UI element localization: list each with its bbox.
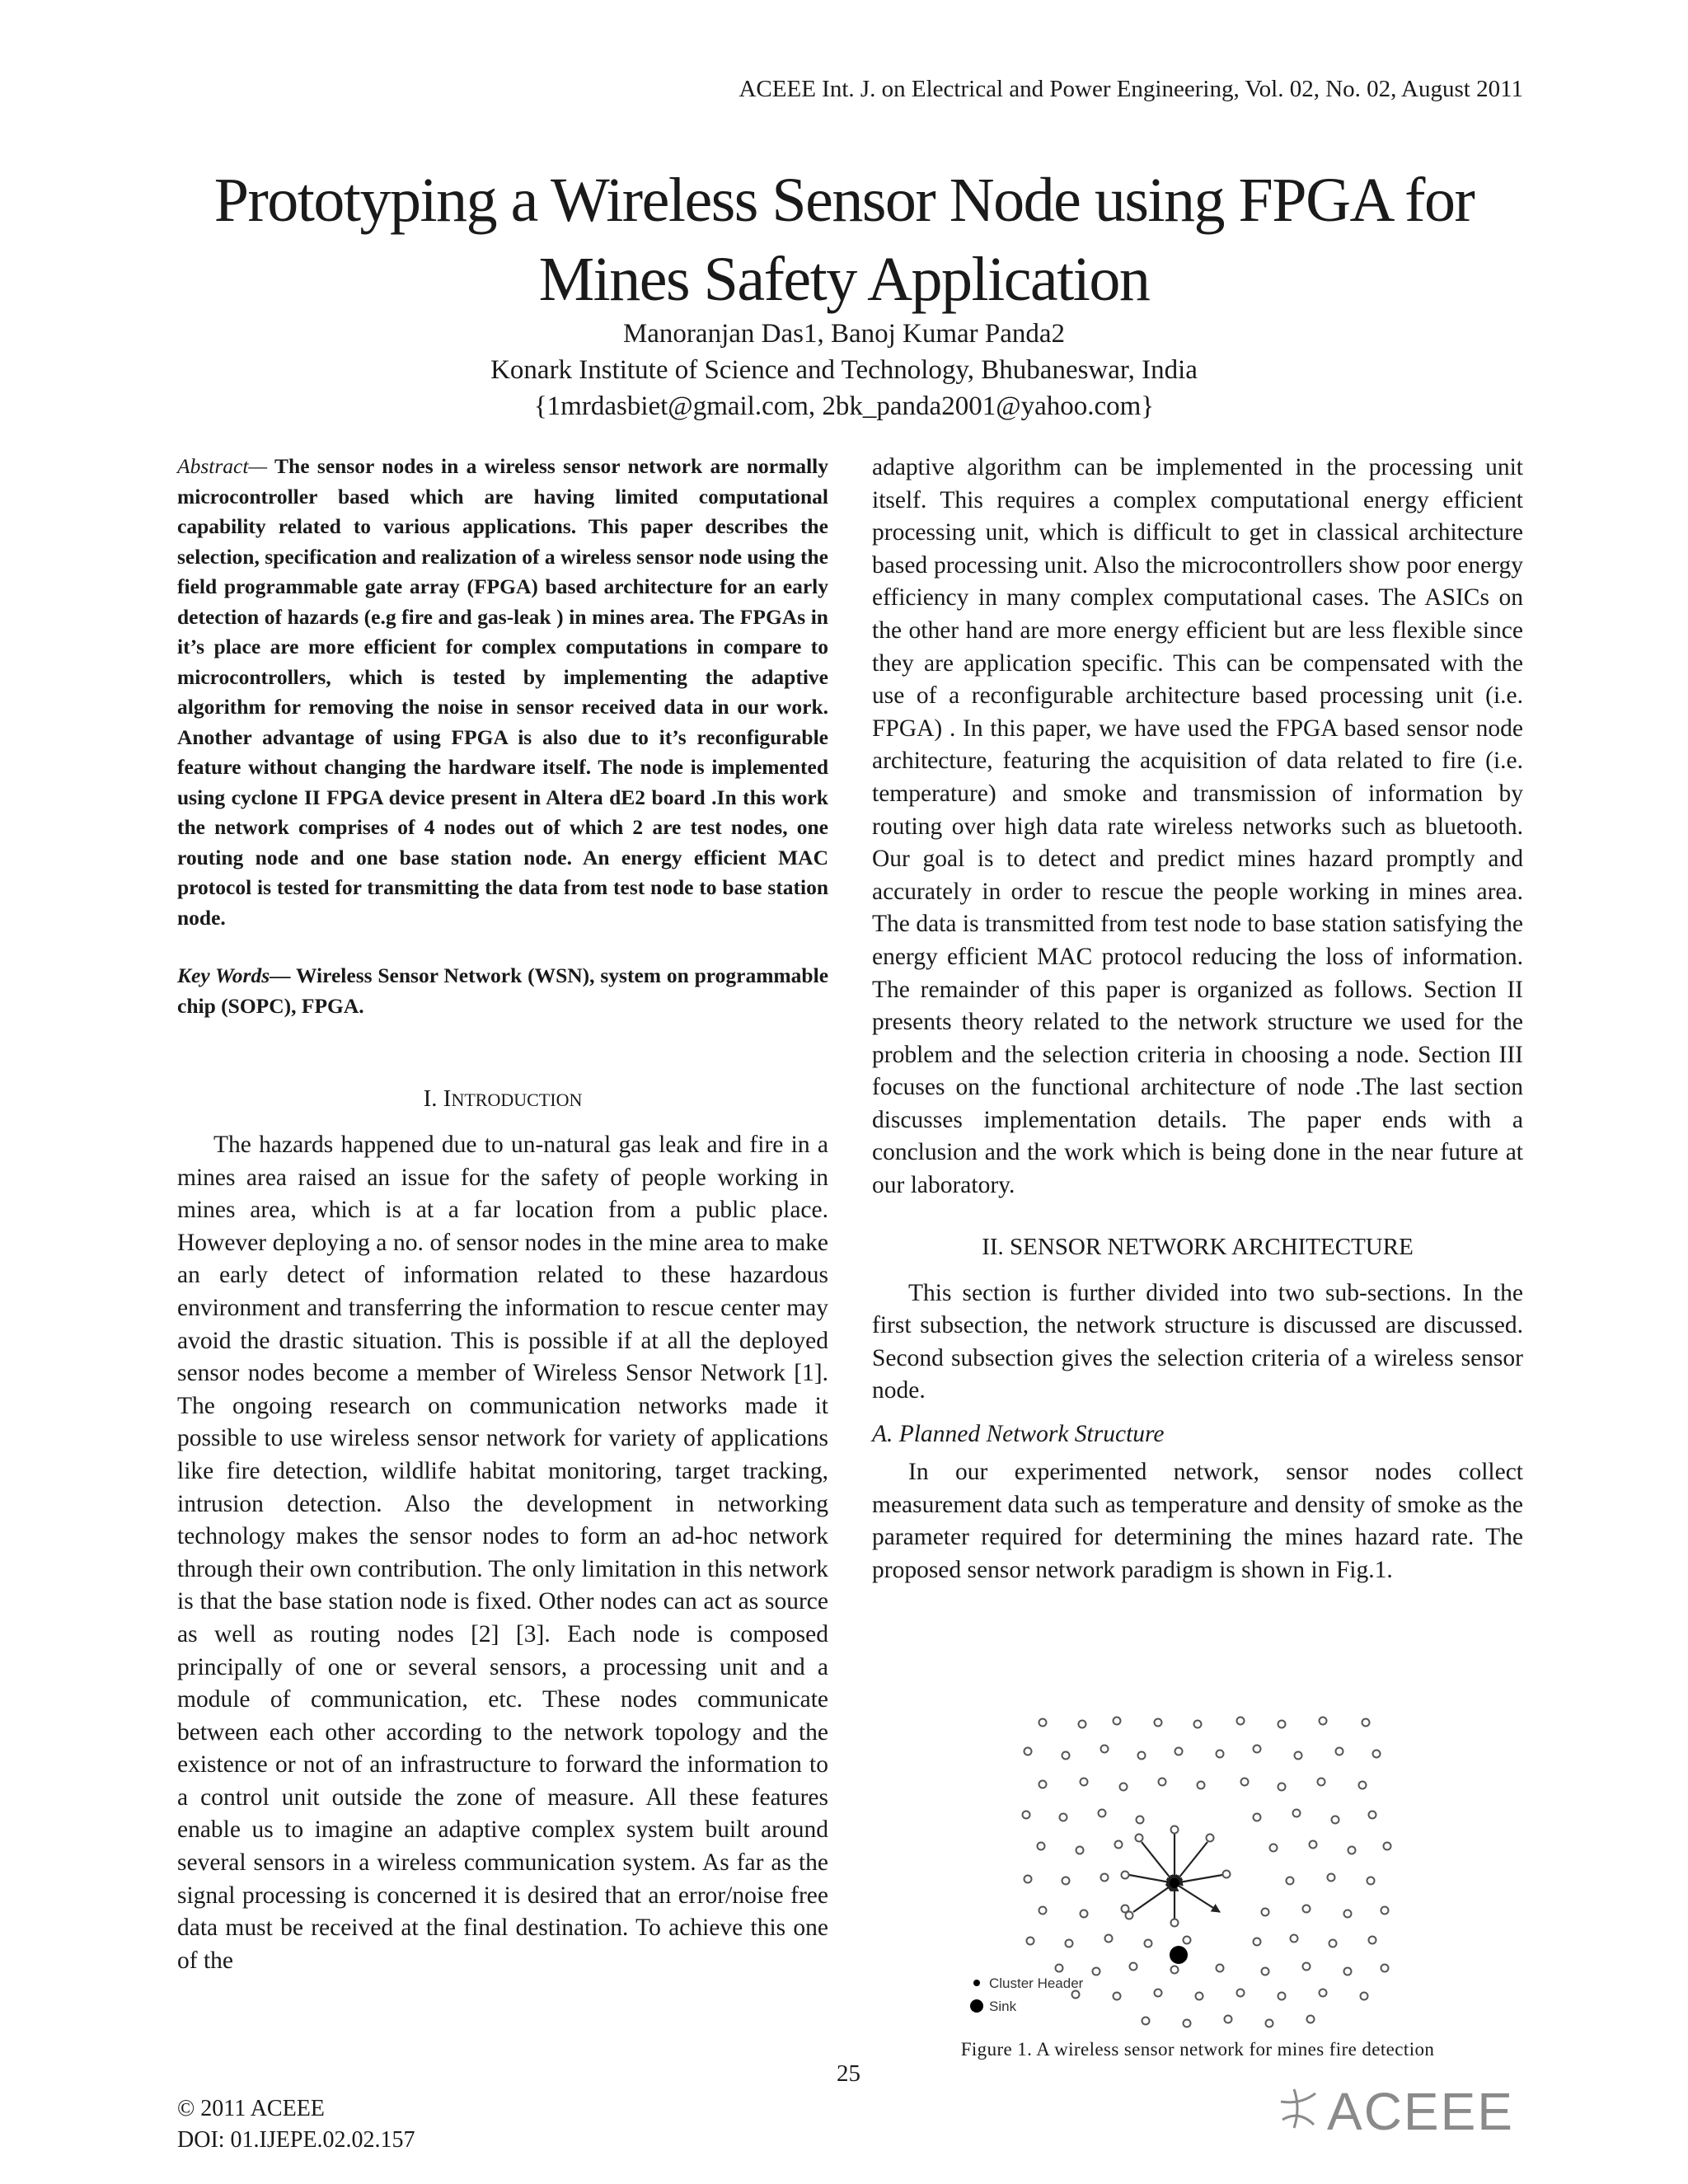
figure-legend xyxy=(970,1975,1084,2014)
affiliation: Konark Institute of Science and Technology, Bhubaneswar, India xyxy=(490,355,1198,385)
aceee-logo xyxy=(1276,2077,1523,2143)
legend-sink: Sink xyxy=(989,1999,1017,2014)
keywords-lead: Key Words— xyxy=(177,963,291,987)
figure-network-diagram xyxy=(989,1706,1422,2036)
intro-paragraph: The hazards happened due to un-natural gas leak and fire in a mines area raised an issue for the safety of people working in mines area, which is at a far location from a public place. However deploying a no. of sensor nodes in the mine area to make an early detect of information related to these hazardous environment and transferring the information to rescue center may avoid the drastic situation. This is possible if at all the deployed sensor nodes become a member of Wireless Sensor Network [1]. The ongoing research on communication networks made it possible to use wireless sensor network for variety of applications like fire detection, wildlife habitat monitoring, target tracking, intrusion detection. Also the development in networking technology makes the sensor nodes to form an ad-hoc network through their own contribution. The only limitation in this network is that the base station node is fixed. Other nodes can act as source as well as routing nodes [2] [3]. Each node is composed principally of one or several sensors, a processing unit and a module of communication, etc. These nodes communicate between each other according to the network topology and the existence or not of an infrastructure to forward the information to a control unit outside the zone of measure. All these features enable us to imagine an adaptive complex system built around several sensors in a wireless communication system. As far as the signal processing is concerned it is desired that an error/noise free data must be received at the final destination. To achieve this one of the xyxy=(177,1132,828,1974)
keywords-text: Wireless Sensor Network (WSN), system on programmable chip (SOPC), FPGA. xyxy=(177,963,829,1018)
paper-title-line-2: Mines Safety Application xyxy=(538,245,1150,314)
journal-header: ACEEE Int. J. on Electrical and Power Engineering, Vol. 02, No. 02, August 2011 xyxy=(738,76,1523,102)
architecture-paragraph: This section is further divided into two sub-sections. In the first subsection, the network structure is discussed are discussed. Second subsection gives the selection criteria of a wireless sensor node. xyxy=(872,1279,1523,1404)
author-names: Manoranjan Das1, Banoj Kumar Panda2 xyxy=(622,319,1066,349)
intro-paragraph-continued: adaptive algorithm can be implemented in the processing unit itself. This requires a complex computational energy efficient processing unit, which is difficult to get in classical architecture based processing unit. Also the microcontrollers show poor energy efficiency in many complex computational cases. The ASICs on the other hand are more energy efficient but are less flexible since they are application specific. This can be compensated with the use of a reconfigurable architecture based processing unit (i.e. FPGA) . In this paper, we have used the FPGA based sensor node architecture, featuring the acquisition of data related to fire (i.e. temperature) and smoke and transmission of information by routing over high data rate wireless networks such as bluetooth. Our goal is to detect and predict mines hazard promptly and accurately in order to rescue the people working in mines area. The data is transmitted from test node to base station satisfying the energy efficient MAC protocol reducing the loss of information. The remainder of this paper is organized as follows. Section II presents theory related to the network structure we used for the problem and the selection criteria in choosing a node. Section III focuses on the functional architecture of node .The last section discusses implementation details. The paper ends with a conclusion and the work which is being done in the near future at our laboratory. xyxy=(872,454,1523,1199)
page-number: 25 xyxy=(837,2060,860,2087)
abstract xyxy=(177,452,828,933)
section-heading-architecture: II. SENSOR NETWORK ARCHITECTURE xyxy=(982,1233,1414,1260)
left-column xyxy=(177,452,828,1977)
legend-sink-marker xyxy=(970,1999,983,2013)
cluster-arrows xyxy=(1129,1834,1222,1919)
network-structure-paragraph: In our experimented network, sensor nodes collect measurement data such as temperature and density of smoke as the parameter required for determining the mines hazard rate. The proposed sensor network paradigm is shown in Fig.1. xyxy=(872,1459,1523,1583)
footer-info xyxy=(177,2093,415,2156)
sink-node xyxy=(1170,1946,1188,1964)
paper-title xyxy=(0,161,1688,319)
author-emails: {1mrdasbiet@gmail.com, 2bk_panda2001@yahoo.com} xyxy=(533,391,1155,421)
legend-cluster-header: Cluster Header xyxy=(989,1975,1084,1991)
author-block xyxy=(0,316,1688,424)
paper-title-line-1: Prototyping a Wireless Sensor Node using FPGA for xyxy=(213,166,1475,235)
abstract-text: The sensor nodes in a wireless sensor network are normally microcontroller based which are having limited computational capability related to various applications. This paper describes the selection, specification and realization of a wireless sensor node using the field programmable gate array (FPGA) based architecture for an early detection of hazards (e.g fire and gas-leak ) in mines area. The FPGAs in it’s place are more efficient for complex computations in compare to microcontrollers, which is tested by implementing the adaptive algorithm for removing the noise in sensor received data in our work. Another advantage of using FPGA is also due to it’s reconfigurable feature without changing the hardware itself. The node is implemented using cyclone II FPGA device present in Altera dE2 board .In this work the network comprises of 4 nodes out of which 2 are test nodes, one routing node and one base station node. An energy efficient MAC protocol is tested for transmitting the data from test node to base station node. xyxy=(177,454,828,930)
cluster-header-node xyxy=(1170,1878,1179,1888)
abstract-lead: Abstract— xyxy=(177,454,268,478)
logo-star-icon xyxy=(1281,2089,1315,2128)
keywords xyxy=(177,961,828,1021)
section-heading-introduction: I. INTRODUCTION xyxy=(423,1085,583,1112)
doi: DOI: 01.IJEPE.02.02.157 xyxy=(177,2127,415,2153)
legend-cluster-marker xyxy=(973,1980,980,1986)
copyright: © 2011 ACEEE xyxy=(177,2096,325,2121)
logo-text: ACEEE xyxy=(1327,2082,1514,2141)
subsection-heading-planned-network: A. Planned Network Structure xyxy=(872,1421,1165,1448)
right-column xyxy=(872,452,1523,1586)
figure-caption: Figure 1. A wireless sensor network for mines fire detection xyxy=(960,2039,1435,2060)
